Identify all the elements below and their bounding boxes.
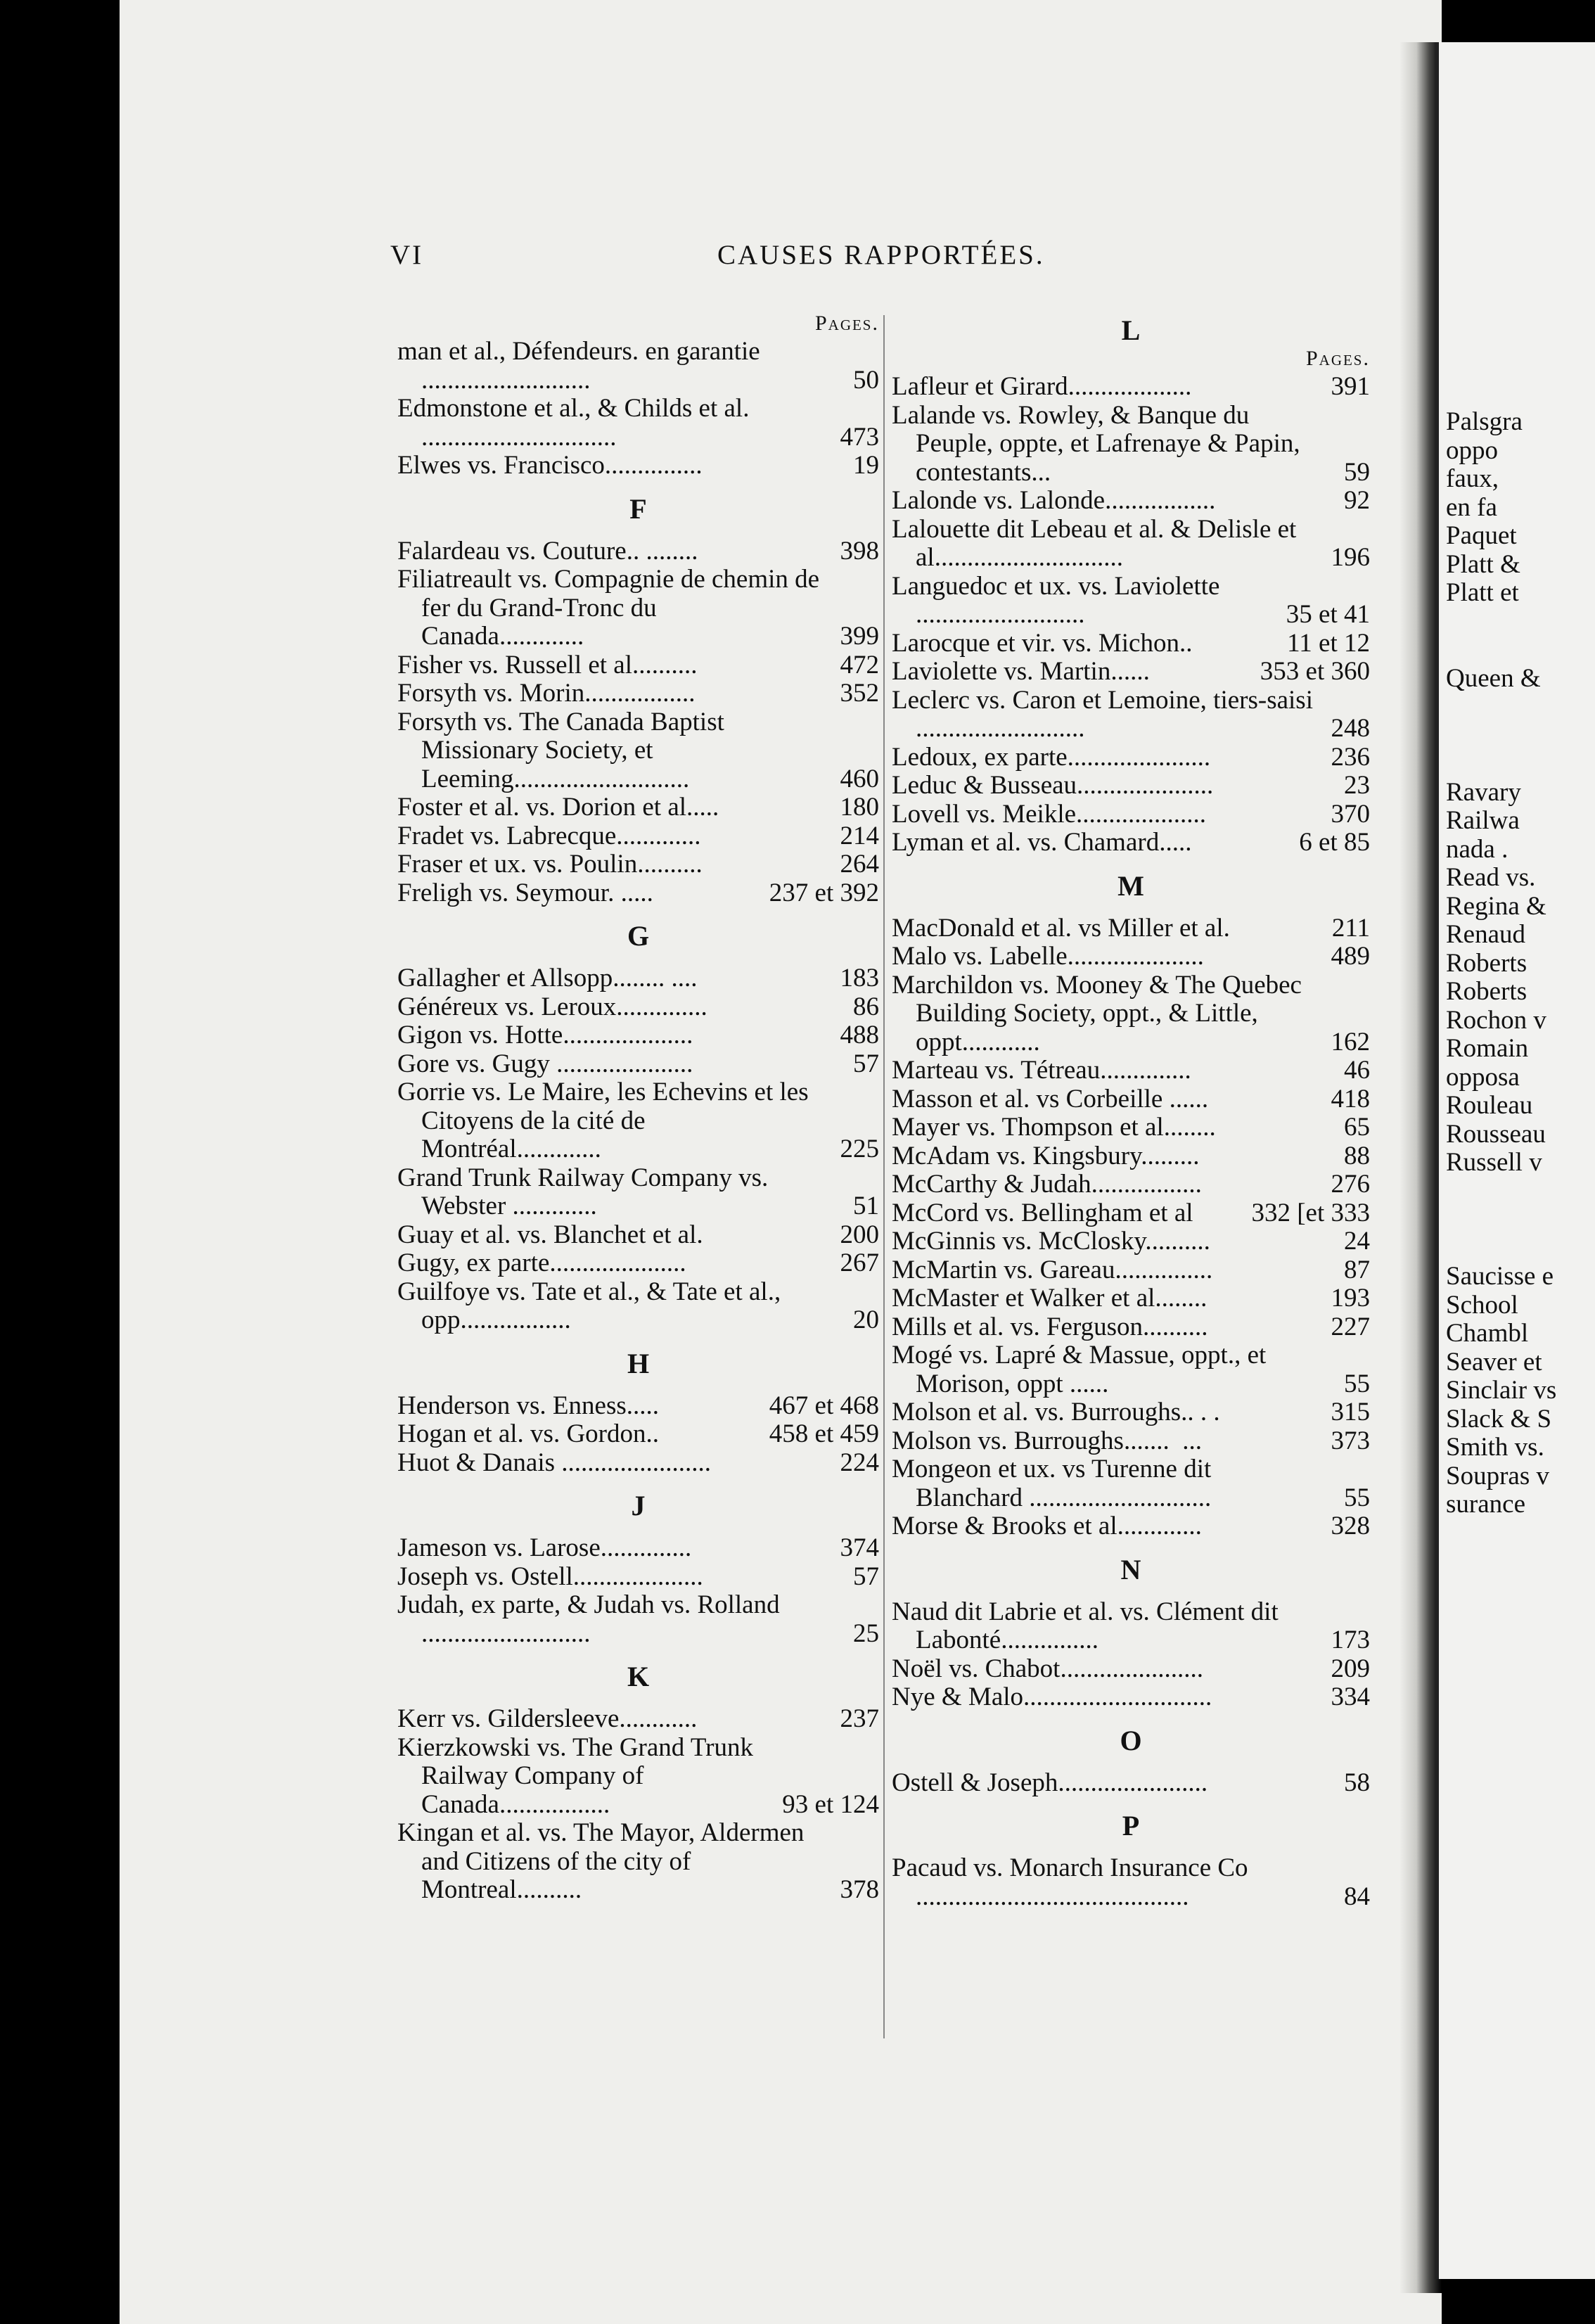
index-entry	[892, 1683, 1370, 1712]
index-entry	[397, 708, 879, 794]
adjacent-page-line: Soupras v	[1446, 1461, 1549, 1490]
case-name: Hogan et al. vs. Gordon..	[397, 1419, 659, 1448]
page-reference: 58	[1344, 1768, 1370, 1797]
page-reference: 200	[840, 1220, 879, 1249]
page-reference: 473	[840, 422, 879, 452]
case-name: Mogé vs. Lapré & Massue, oppt., et Morison, oppt ......	[892, 1341, 1273, 1398]
index-entry	[397, 1734, 879, 1820]
index-entry	[892, 658, 1370, 687]
case-name: Mills et al. vs. Ferguson..........	[892, 1312, 1208, 1341]
page-reference: 55	[1344, 1369, 1370, 1398]
adjacent-page-line: School	[1446, 1290, 1518, 1320]
index-entry	[397, 1021, 879, 1050]
adjacent-page-line	[1439, 722, 1595, 751]
case-name: Kierzkowski vs. The Grand Trunk Railway Company of Canada.................	[397, 1732, 760, 1819]
page-reference: 55	[1344, 1483, 1370, 1512]
case-name: man et al., Défendeurs. en garantie ..........................	[397, 337, 767, 395]
page-reference: 57	[853, 1562, 879, 1591]
case-name: Mayer vs. Thompson et al........	[892, 1113, 1216, 1142]
index-entry	[892, 1313, 1370, 1342]
page-reference: 11 et 12	[1287, 628, 1370, 658]
page-reference: 374	[840, 1533, 879, 1562]
index-entry	[397, 1392, 879, 1421]
index-entry	[397, 1534, 879, 1563]
index-entry	[397, 964, 879, 993]
index-entry	[397, 1705, 879, 1734]
adjacent-page-line: Palsgra	[1446, 407, 1523, 436]
adjacent-page-line	[1439, 636, 1595, 665]
page-reference: 378	[840, 1875, 879, 1904]
index-entry	[892, 743, 1370, 772]
adjacent-page-line: Seaver et	[1446, 1347, 1542, 1377]
case-name: Masson et al. vs Corbeille ......	[892, 1084, 1209, 1113]
adjacent-page-line: Railwa	[1446, 806, 1520, 835]
case-name: Laviolette vs. Martin......	[892, 657, 1150, 686]
page-reference: 35 et 41	[1286, 600, 1370, 629]
index-entry	[892, 373, 1370, 402]
case-name: Lalande vs. Rowley, & Banque du Peuple, oppte, et Lafrenaye & Papin, contestants...	[892, 400, 1307, 487]
case-name: McCarthy & Judah.................	[892, 1170, 1202, 1199]
case-name: McGinnis vs. McClosky..........	[892, 1227, 1210, 1256]
page-reference: 183	[840, 964, 879, 992]
case-name: Lalonde vs. Lalonde.................	[892, 486, 1216, 515]
adjacent-page-line: Roberts	[1446, 977, 1527, 1006]
case-name: Nye & Malo.............................	[892, 1683, 1212, 1711]
case-name: Lyman et al. vs. Chamard.....	[892, 828, 1192, 857]
case-name: Huot & Danais .......................	[397, 1448, 712, 1477]
adjacent-page-line: oppo	[1446, 435, 1498, 465]
section-letter: M	[1117, 869, 1144, 902]
case-name: Judah, ex parte, & Judah vs. Rolland ..........................	[397, 1590, 786, 1648]
index-entry	[397, 1221, 879, 1250]
page-reference: 225	[840, 1135, 879, 1163]
case-name: McMaster et Walker et al........	[892, 1284, 1208, 1313]
adjacent-page-line: Paquet	[1446, 521, 1517, 550]
index-entry	[892, 630, 1370, 658]
page-reference: 315	[1331, 1398, 1370, 1426]
index-entry	[892, 1284, 1370, 1313]
adjacent-page-line: Ravary	[1446, 777, 1521, 807]
case-name: Fraser et ux. vs. Poulin..........	[397, 850, 703, 879]
case-name: Foster et al. vs. Dorion et al.....	[397, 793, 719, 822]
case-name: Guilfoye vs. Tate et al., & Tate et al., opp.................	[397, 1277, 788, 1334]
case-name: Forsyth vs. The Canada Baptist Missionary Society, et Leeming...........................	[397, 707, 731, 793]
case-name: Mongeon et ux. vs Turenne dit Blanchard ............................	[892, 1455, 1218, 1512]
page-reference: 193	[1331, 1284, 1370, 1313]
index-entry	[892, 1056, 1370, 1085]
case-name: Malo vs. Labelle.....................	[892, 942, 1204, 971]
pages-column-label: Pages.	[814, 312, 879, 335]
adjacent-page-line: Rouleau	[1446, 1091, 1533, 1120]
index-entry	[892, 1256, 1370, 1285]
index-entry	[397, 1078, 879, 1164]
case-name: Ostell & Joseph.......................	[892, 1768, 1208, 1797]
page-reference: 19	[853, 451, 879, 480]
index-entry	[892, 1113, 1370, 1142]
case-name: Filiatreault vs. Compagnie de chemin de fer du Grand-Tronc du Canada.............	[397, 565, 826, 651]
page-reference: 458 et 459	[769, 1419, 879, 1448]
page-reference: 180	[840, 793, 879, 822]
page-reference: 276	[1331, 1170, 1370, 1199]
index-entry	[397, 1278, 879, 1335]
case-name: Marchildon vs. Mooney & The Quebec Building Society, oppt., & Little, oppt............	[892, 970, 1309, 1056]
section-letter: L	[1121, 314, 1141, 346]
case-name: Gorrie vs. Le Maire, les Echevins et les Citoyens de la cité de Montréal.............	[397, 1078, 815, 1163]
case-name: Lafleur et Girard...................	[892, 372, 1192, 401]
index-entry	[892, 914, 1370, 943]
adjacent-page-line	[1439, 1206, 1595, 1234]
index-entry	[892, 1854, 1370, 1911]
adjacent-page-line: Platt &	[1446, 549, 1520, 579]
case-name: Leduc & Busseau.....................	[892, 771, 1214, 800]
page-reference: 237 et 392	[769, 878, 879, 907]
case-name: Molson vs. Burroughs....... ...	[892, 1426, 1202, 1455]
index-column-right	[892, 309, 1370, 1911]
index-entry	[892, 1598, 1370, 1655]
page-reference: 92	[1344, 486, 1370, 515]
page-reference: 328	[1331, 1512, 1370, 1540]
page-reference: 84	[1344, 1882, 1370, 1911]
case-name: Lovell vs. Meikle....................	[892, 799, 1207, 829]
case-name: Gigon vs. Hotte....................	[397, 1021, 693, 1049]
index-entry	[397, 793, 879, 822]
index-entry	[397, 1591, 879, 1648]
page-number: VI	[390, 240, 424, 270]
index-entry	[397, 1050, 879, 1079]
page-reference: 332 [et 333	[1251, 1198, 1370, 1227]
page-reference: 370	[1331, 799, 1370, 829]
case-name: Forsyth vs. Morin.................	[397, 679, 696, 708]
case-name: Pacaud vs. Monarch Insurance Co ..........................................	[892, 1853, 1255, 1911]
case-name: Fradet vs. Labrecque.............	[397, 821, 701, 850]
index-entry	[892, 1170, 1370, 1199]
case-name: McMartin vs. Gareau...............	[892, 1255, 1213, 1284]
page-reference: 353 et 360	[1260, 657, 1370, 686]
adjacent-page-fragment	[1435, 42, 1595, 2279]
index-entry	[397, 537, 879, 566]
index-entry	[892, 1085, 1370, 1114]
adjacent-page-line: Read vs.	[1446, 863, 1536, 892]
index-entry	[397, 850, 879, 879]
case-name: Falardeau vs. Couture.. ........	[397, 536, 698, 566]
index-entry	[397, 338, 879, 395]
page-reference: 20	[853, 1305, 879, 1334]
index-entry	[892, 1227, 1370, 1256]
page-reference: 51	[853, 1192, 879, 1220]
adjacent-page-line: Queen &	[1446, 663, 1541, 693]
page-reference: 227	[1331, 1312, 1370, 1341]
index-entry	[397, 1563, 879, 1592]
adjacent-page-line: Platt et	[1446, 578, 1519, 607]
index-entry	[892, 487, 1370, 516]
case-name: Henderson vs. Enness.....	[397, 1391, 660, 1420]
index-entry	[892, 800, 1370, 829]
index-entry	[892, 971, 1370, 1057]
page-reference: 87	[1344, 1255, 1370, 1284]
page-reference: 25	[853, 1618, 879, 1648]
case-name: Kerr vs. Gildersleeve............	[397, 1704, 698, 1733]
adjacent-page-line: Chambl	[1446, 1319, 1529, 1348]
page-reference: 214	[840, 821, 879, 850]
index-entry	[892, 1341, 1370, 1398]
section-letter: H	[627, 1347, 650, 1379]
page-reference: 23	[1344, 771, 1370, 800]
page-reference: 460	[840, 764, 879, 793]
index-entry	[892, 1769, 1370, 1798]
index-column-left	[397, 309, 879, 1905]
page-title: CAUSES RAPPORTÉES.	[717, 240, 1045, 270]
index-entry	[892, 1655, 1370, 1684]
page-reference: 352	[840, 679, 879, 708]
page-reference: 264	[840, 850, 879, 879]
case-name: Morse & Brooks et al.............	[892, 1512, 1202, 1540]
page-reference: 50	[853, 365, 879, 395]
case-name: McCord vs. Bellingham et al	[892, 1198, 1193, 1227]
page-reference: 57	[853, 1049, 879, 1078]
case-name: Lalouette dit Lebeau et al. & Delisle et al.............................	[892, 514, 1303, 572]
section-letter: N	[1120, 1553, 1141, 1585]
adjacent-page-line	[1439, 693, 1595, 722]
adjacent-page-line: nada .	[1446, 834, 1508, 864]
pages-column-label: Pages.	[1305, 347, 1370, 370]
index-entry	[397, 1449, 879, 1478]
page-reference: 59	[1344, 457, 1370, 487]
adjacent-page-line: Roberts	[1446, 948, 1527, 978]
adjacent-page-line	[1439, 1234, 1595, 1263]
page-reference: 162	[1331, 1027, 1370, 1056]
case-name: Molson et al. vs. Burroughs.. . .	[892, 1398, 1220, 1426]
adjacent-page-line: Regina &	[1446, 891, 1546, 921]
case-name: Kingan et al. vs. The Mayor, Aldermen and Citizens of the city of Montreal..........	[397, 1818, 811, 1904]
case-name: Freligh vs. Seymour. .....	[397, 878, 653, 907]
adjacent-page-line: en fa	[1446, 492, 1497, 522]
adjacent-page-line: Sinclair vs	[1446, 1376, 1557, 1405]
adjacent-page-line: Russell v	[1446, 1148, 1542, 1177]
adjacent-page-line	[1439, 1177, 1595, 1206]
case-name: Gugy, ex parte.....................	[397, 1249, 686, 1277]
section-letter: O	[1120, 1724, 1142, 1756]
index-entry	[892, 402, 1370, 487]
case-name: Jameson vs. Larose..............	[397, 1533, 692, 1562]
page-reference: 196	[1331, 543, 1370, 572]
index-entry	[892, 516, 1370, 573]
page-reference: 267	[840, 1249, 879, 1277]
adjacent-page-line	[1439, 750, 1595, 779]
page-reference: 237	[840, 1704, 879, 1733]
page-reference: 88	[1344, 1141, 1370, 1170]
page-reference: 65	[1344, 1113, 1370, 1142]
page-reference: 6 et 85	[1299, 828, 1370, 857]
index-entry	[892, 772, 1370, 800]
index-entry	[397, 993, 879, 1022]
page-reference: 24	[1344, 1227, 1370, 1256]
adjacent-page-line: Saucisse e	[1446, 1262, 1554, 1291]
page-reference: 86	[853, 992, 879, 1021]
page-reference: 173	[1331, 1626, 1370, 1654]
page-reference: 211	[1331, 913, 1370, 943]
index-entry	[397, 1164, 879, 1221]
adjacent-page-line: Rousseau	[1446, 1119, 1546, 1149]
index-entry	[397, 1249, 879, 1278]
case-name: Gallagher et Allsopp........ ....	[397, 964, 698, 992]
index-entry	[892, 573, 1370, 630]
index-entry	[892, 1455, 1370, 1512]
index-entry	[397, 566, 879, 651]
index-entry	[397, 1819, 879, 1905]
case-name: Languedoc et ux. vs. Laviolette ..........................	[892, 571, 1226, 629]
index-entry	[892, 687, 1370, 743]
index-entry	[892, 1427, 1370, 1456]
page-reference: 472	[840, 650, 879, 679]
index-entry	[892, 943, 1370, 971]
page-reference: 334	[1331, 1683, 1370, 1711]
adjacent-page-line: surance	[1446, 1490, 1525, 1519]
adjacent-page-line	[1439, 608, 1595, 637]
case-name: McAdam vs. Kingsbury.........	[892, 1141, 1200, 1170]
page-reference: 488	[840, 1021, 879, 1049]
adjacent-page-line: opposa	[1446, 1062, 1520, 1092]
case-name: Noël vs. Chabot......................	[892, 1654, 1203, 1683]
adjacent-page-line: Slack & S	[1446, 1404, 1552, 1434]
case-name: Elwes vs. Francisco...............	[397, 451, 703, 480]
index-entry	[892, 1199, 1370, 1228]
case-name: Généreux vs. Leroux..............	[397, 992, 707, 1021]
column-divider	[883, 315, 885, 2038]
page-reference: 418	[1331, 1084, 1370, 1113]
index-entry	[892, 1398, 1370, 1427]
section-letter: G	[627, 920, 650, 952]
page-reference: 399	[840, 622, 879, 651]
page-reference: 489	[1331, 942, 1370, 971]
case-name: Grand Trunk Railway Company vs. Webster .............	[397, 1163, 774, 1220]
section-letter: F	[629, 492, 647, 525]
page-reference: 398	[840, 536, 879, 566]
case-name: Ledoux, ex parte......................	[892, 742, 1211, 772]
page-reference: 224	[840, 1448, 879, 1477]
index-entry	[397, 395, 879, 452]
index-entry	[397, 452, 879, 480]
case-name: Naud dit Labrie et al. vs. Clément dit Labonté...............	[892, 1597, 1285, 1654]
adjacent-page-line: Romain	[1446, 1034, 1529, 1063]
index-entry	[892, 1512, 1370, 1541]
page-reference: 93 et 124	[782, 1789, 879, 1819]
page-reference: 373	[1331, 1426, 1370, 1455]
page-header	[390, 239, 1375, 281]
section-letter: K	[627, 1661, 650, 1692]
adjacent-page-line: faux,	[1446, 464, 1499, 493]
adjacent-page-line: Smith vs.	[1446, 1433, 1544, 1462]
case-name: Gore vs. Gugy .....................	[397, 1049, 693, 1078]
index-entry	[397, 822, 879, 851]
page-reference: 46	[1344, 1056, 1370, 1085]
index-entry	[397, 651, 879, 680]
page-reference: 236	[1331, 742, 1370, 772]
case-name: Guay et al. vs. Blanchet et al.	[397, 1220, 703, 1249]
case-name: MacDonald et al. vs Miller et al.	[892, 913, 1230, 943]
index-entry	[397, 679, 879, 708]
index-entry	[397, 1420, 879, 1449]
case-name: Edmonstone et al., & Childs et al. ..............................	[397, 394, 756, 452]
case-name: Leclerc vs. Caron et Lemoine, tiers-saisi ..........................	[892, 685, 1320, 743]
adjacent-page-line: Renaud	[1446, 920, 1526, 949]
page-reference: 248	[1331, 714, 1370, 743]
case-name: Fisher vs. Russell et al..........	[397, 650, 698, 679]
index-entry	[892, 1142, 1370, 1171]
section-letter: J	[631, 1490, 646, 1521]
page-reference: 209	[1331, 1654, 1370, 1683]
page-reference: 391	[1331, 372, 1370, 401]
case-name: Marteau vs. Tétreau..............	[892, 1056, 1191, 1085]
page-reference: 467 et 468	[769, 1391, 879, 1420]
index-entry	[892, 829, 1370, 857]
adjacent-page-line: Rochon v	[1446, 1005, 1546, 1035]
index-entry	[397, 879, 879, 908]
section-letter: P	[1122, 1810, 1140, 1841]
case-name: Larocque et vir. vs. Michon..	[892, 628, 1193, 658]
case-name: Joseph vs. Ostell....................	[397, 1562, 703, 1591]
